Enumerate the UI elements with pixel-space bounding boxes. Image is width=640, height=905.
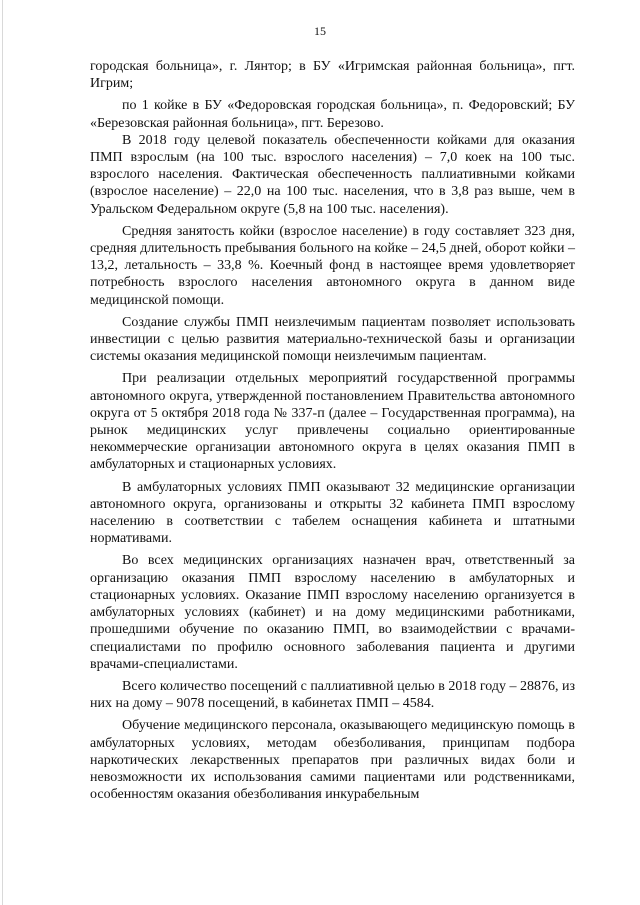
- paragraph-bed-occupancy: Средняя занятость койки (взрослое население) в году составляет 323 дня, средняя длительность пребывания больного на койке – 24,5 дней, оборот койки – 13,2, летальность – 33,8 %. Коечный фонд в настоящее время удовлетворяет потребность взрослого населения автономного округа в данном виде медицинской помощи.: [90, 223, 575, 308]
- paragraph-beds-list: по 1 койке в БУ «Федоровская городская больница», п. Федоровский; БУ «Березовская районная больница», пгт. Березово.: [90, 98, 575, 131]
- paragraph-outpatient-care: В амбулаторных условиях ПМП оказывают 32 медицинские организации автономного округа, организованы и открыты 32 кабинета ПМП взрослому населению в соответствии с табелем оснащения кабинета и штатными нормативами.: [90, 479, 575, 547]
- paragraph-service-creation: Создание службы ПМП неизлечимым пациентам позволяет использовать инвестиции с целью развития материально-технической базы и организации системы оказания медицинской помощи неизлечимым пациентам.: [90, 314, 575, 365]
- scan-edge-line: [2, 0, 3, 905]
- paragraph-staff-training: Обучение медицинского персонала, оказывающего медицинскую помощь в амбулаторных условиях, методам обезболивания, принципам подбора наркотических лекарственных препаратов при различных видах боли и невозможности их использования самими пациентами или родственниками, особенностям оказания обезболивания инкурабельным: [90, 718, 575, 803]
- paragraph-responsible-doctor: Во всех медицинских организациях назначен врач, ответственный за организацию оказания ПМП взрослому населению в амбулаторных и стационарных условиях. Оказание ПМП взрослому населению организуется в амбулаторных условиях (кабинет) и на дому медицинскими работниками, прошедшими обучение по оказанию ПМП, во взаимодействии с врачами-специалистами по профилю основного заболевания пациента и другими врачами-специалистами.: [90, 553, 575, 672]
- paragraph-continuation: городская больница», г. Лянтор; в БУ «Игримская районная больница», пгт. Игрим;: [90, 59, 575, 92]
- document-body: [90, 58, 575, 808]
- page-number: 15: [314, 24, 326, 38]
- paragraph-visits-total: Всего количество посещений с паллиативной целью в 2018 году – 28876, из них на дому – 9078 посещений, в кабинетах ПМП – 4584.: [90, 678, 575, 712]
- paragraph-bed-provision: В 2018 году целевой показатель обеспеченности койками для оказания ПМП взрослым (на 100 тыс. взрослого населения) – 7,0 коек на 100 тыс. взрослого населения. Фактическая обеспеченность паллиативными койками (взрослое население) – 22,0 на 100 тыс. населения, что в 3,8 раз выше, чем в Уральском Федеральном округе (5,8 на 100 тыс. населения).: [90, 132, 575, 217]
- paragraph-state-program: При реализации отдельных мероприятий государственной программы автономного округа, утвержденной постановлением Правительства автономного округа от 5 октября 2018 года № 337-п (далее – Государственная программа), на рынок медицинских услуг привлечены социально ориентированные некоммерческие организации автономного округа в целях оказания ПМП в амбулаторных и стационарных условиях.: [90, 371, 575, 473]
